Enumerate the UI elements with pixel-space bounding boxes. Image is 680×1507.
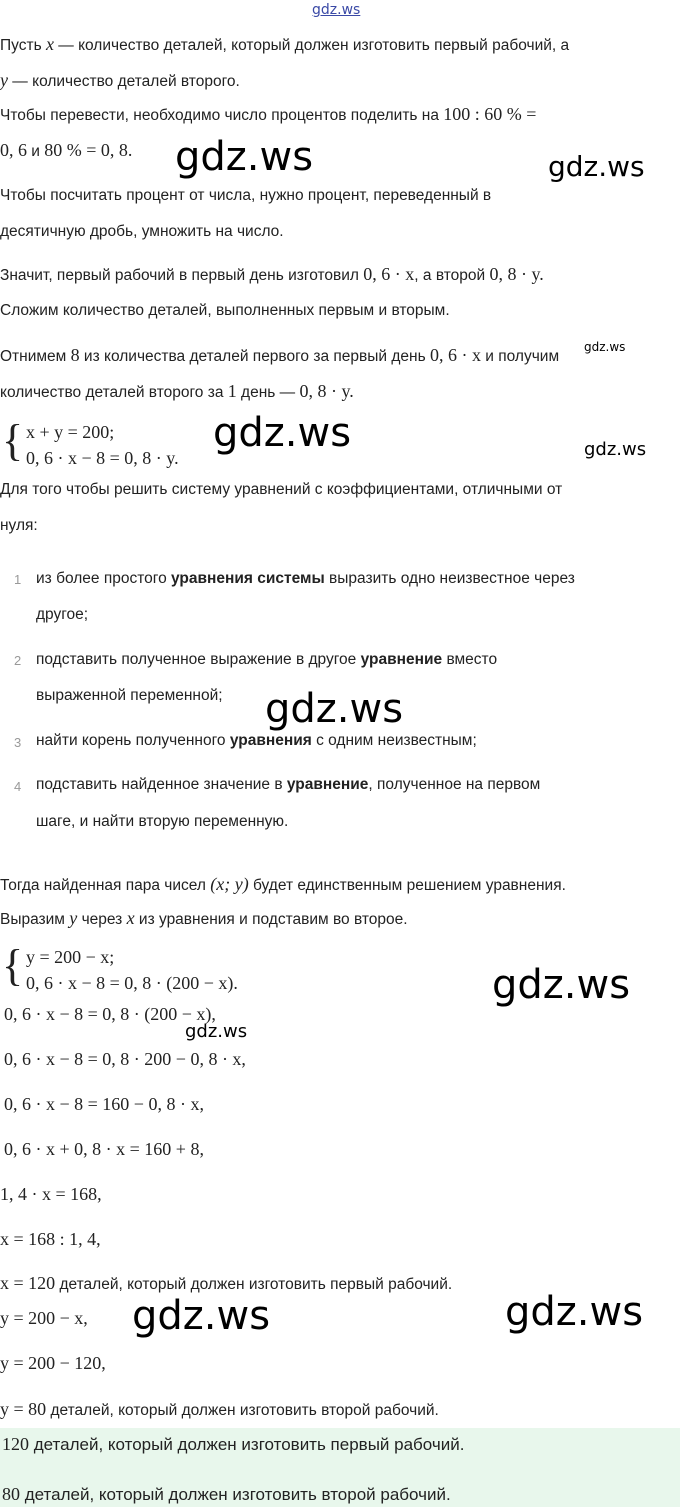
answer-line-1: 120 деталей, который должен изготовить первый рабочий. bbox=[2, 1434, 465, 1454]
intro-line-8: Сложим количество деталей, выполненных первым и вторым. bbox=[0, 302, 450, 319]
watermark-8: gdz.ws bbox=[185, 1021, 248, 1042]
step-number-3: 3 bbox=[14, 735, 22, 750]
intro-line-2: y — количество деталей второго. bbox=[0, 70, 240, 90]
solution-step-1: 0, 6 · x − 8 = 0, 8 · (200 − x), bbox=[4, 1004, 216, 1024]
intro-line-1: Пусть x — количество деталей, который должен изготовить первый рабочий, а bbox=[0, 34, 570, 54]
method-intro-1: Для того чтобы решить систему уравнений с коэффициентами, отличными от bbox=[0, 481, 563, 498]
intro-line-7: Значит, первый рабочий в первый день изготовил 0, 6 · x, а второй 0, 8 · y. bbox=[0, 264, 544, 284]
watermark-top-link[interactable]: gdz.ws bbox=[312, 2, 361, 18]
after-line-1: Тогда найденная пара чисел (x; y) будет единственным решением уравнения. bbox=[0, 874, 566, 894]
step-3-line-1: найти корень полученного уравнения с одним неизвестным; bbox=[36, 732, 477, 749]
system-1-eq-1: x + y = 200; bbox=[26, 422, 115, 442]
watermark-5: gdz.ws bbox=[584, 439, 647, 460]
intro-line-10: количество деталей второго за 1 день — 0, 8 · y. bbox=[0, 381, 354, 401]
system-1-eq-2: 0, 6 · x − 8 = 0, 8 · y. bbox=[26, 448, 179, 468]
intro-line-9: Отнимем 8 из количества деталей первого за первый день 0, 6 · x и получим bbox=[0, 345, 560, 365]
solution-step-9: y = 200 − 120, bbox=[0, 1353, 106, 1373]
watermark-4: gdz.ws bbox=[213, 410, 352, 456]
after-line-2: Выразим y через x из уравнения и подставим во второе. bbox=[0, 908, 408, 928]
system-1-brace: { bbox=[2, 416, 24, 465]
solution-step-5: 1, 4 · x = 168, bbox=[0, 1184, 102, 1204]
step-4-line-1: подставить найденное значение в уравнение, полученное на первом bbox=[36, 776, 541, 793]
system-2-eq-2: 0, 6 · x − 8 = 0, 8 · (200 − x). bbox=[26, 973, 238, 993]
answer-line-2: 80 деталей, который должен изготовить второй рабочий. bbox=[2, 1484, 451, 1504]
intro-line-3: Чтобы перевести, необходимо число процентов поделить на 100 : 60 % = bbox=[0, 104, 537, 124]
solution-step-3: 0, 6 · x − 8 = 160 − 0, 8 · x, bbox=[4, 1094, 204, 1114]
solution-step-7: x = 120 деталей, который должен изготовить первый рабочий. bbox=[0, 1273, 453, 1293]
solution-step-10: y = 80 деталей, который должен изготовить второй рабочий. bbox=[0, 1399, 439, 1419]
watermark-9: gdz.ws bbox=[132, 1293, 271, 1339]
step-2-line-2: выраженной переменной; bbox=[36, 687, 223, 704]
step-number-2: 2 bbox=[14, 653, 22, 668]
intro-line-4: 0, 6 и 80 % = 0, 8. bbox=[0, 140, 133, 160]
watermark-10: gdz.ws bbox=[505, 1289, 644, 1335]
system-2-brace: { bbox=[2, 941, 24, 990]
intro-line-5: Чтобы посчитать процент от числа, нужно процент, переведенный в bbox=[0, 187, 492, 204]
watermark-1: gdz.ws bbox=[175, 134, 314, 180]
watermark-3: gdz.ws bbox=[584, 340, 626, 354]
watermark-7: gdz.ws bbox=[492, 962, 631, 1008]
watermark-2: gdz.ws bbox=[548, 150, 645, 183]
watermark-6: gdz.ws bbox=[265, 686, 404, 732]
method-intro-2: нуля: bbox=[0, 517, 38, 534]
system-2-eq-1: y = 200 − x; bbox=[26, 947, 115, 967]
intro-line-6: десятичную дробь, умножить на число. bbox=[0, 223, 284, 240]
step-1-line-2: другое; bbox=[36, 606, 89, 623]
solution-step-4: 0, 6 · x + 0, 8 · x = 160 + 8, bbox=[4, 1139, 204, 1159]
solution-step-2: 0, 6 · x − 8 = 0, 8 · 200 − 0, 8 · x, bbox=[4, 1049, 246, 1069]
solution-step-8: y = 200 − x, bbox=[0, 1308, 88, 1328]
step-4-line-2: шаге, и найти вторую переменную. bbox=[36, 813, 289, 830]
step-number-1: 1 bbox=[14, 572, 22, 587]
step-number-4: 4 bbox=[14, 779, 22, 794]
solution-step-6: x = 168 : 1, 4, bbox=[0, 1229, 101, 1249]
step-2-line-1: подставить полученное выражение в другое уравнение вместо bbox=[36, 651, 498, 668]
step-1-line-1: из более простого уравнения системы выразить одно неизвестное через bbox=[36, 570, 575, 587]
